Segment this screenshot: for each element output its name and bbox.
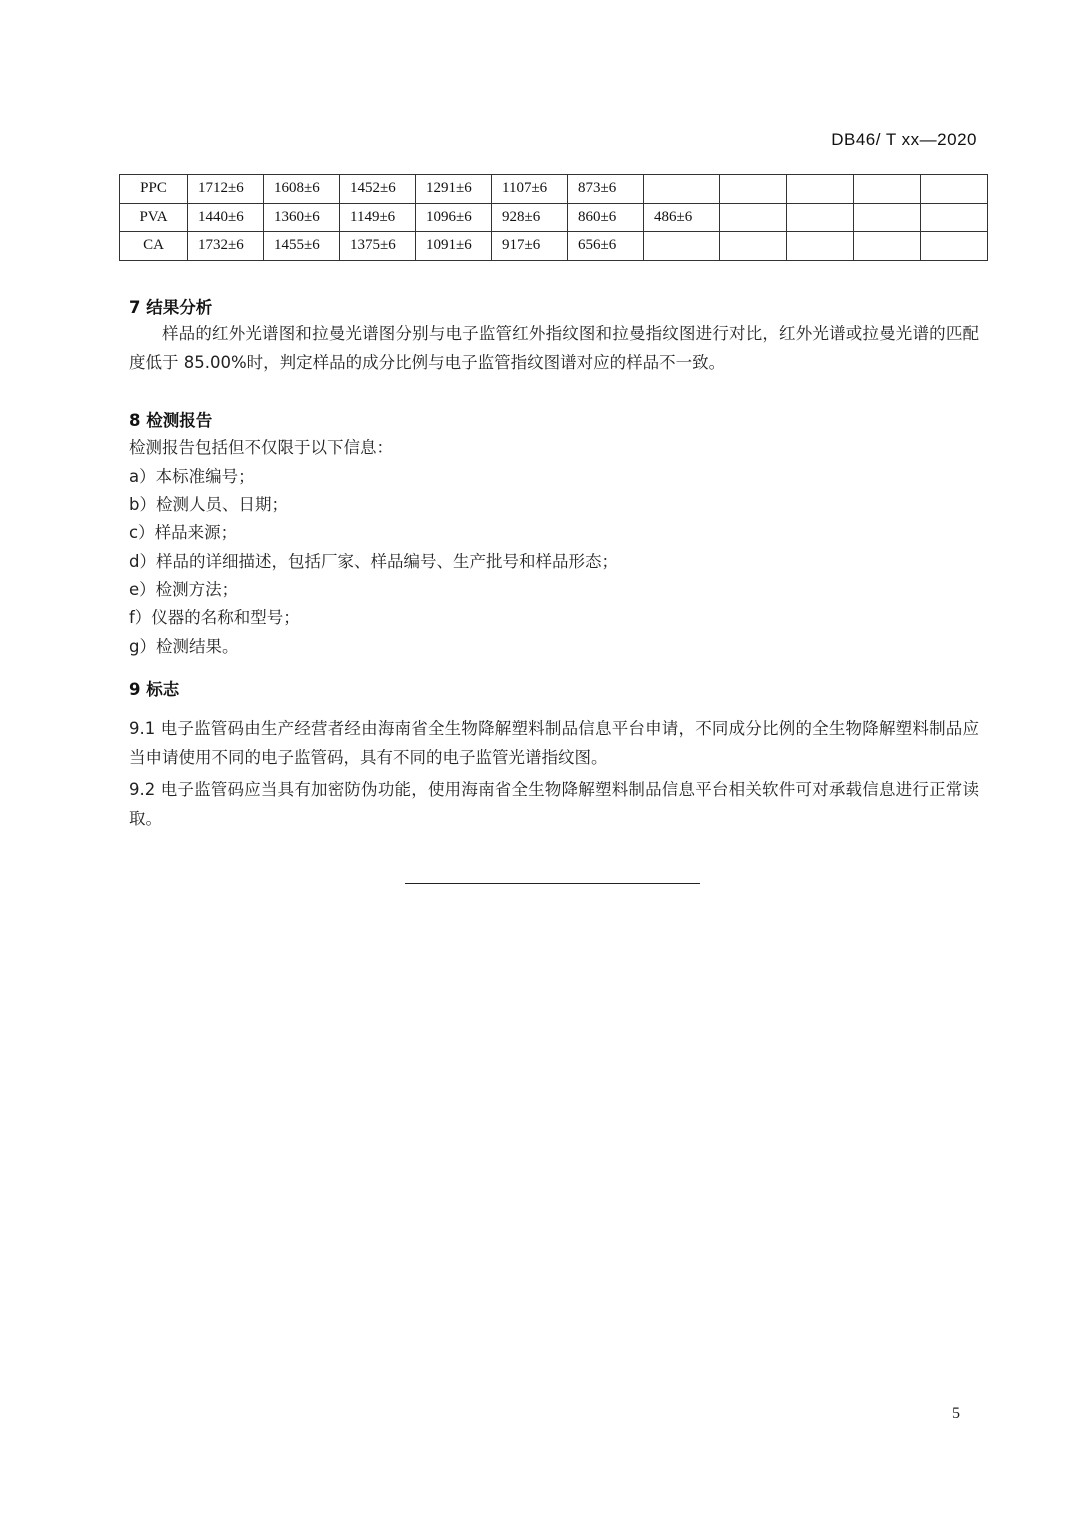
peak-cell — [921, 203, 988, 232]
table-row — [120, 203, 988, 232]
peak-cell: 860±6 — [568, 203, 644, 232]
peak-cell: 1091±6 — [416, 232, 492, 261]
peak-cell — [921, 175, 988, 204]
peak-cell — [854, 203, 921, 232]
peak-cell: 1291±6 — [416, 175, 492, 204]
peak-cell — [854, 232, 921, 261]
peak-cell: 873±6 — [568, 175, 644, 204]
peak-cell: 656±6 — [568, 232, 644, 261]
list-item: c）样品来源； — [129, 523, 238, 542]
peak-cell — [720, 232, 787, 261]
list-item: a）本标准编号； — [129, 467, 255, 486]
peak-cell: 1096±6 — [416, 203, 492, 232]
peak-cell — [787, 203, 854, 232]
list-item: f）仪器的名称和型号； — [129, 608, 300, 627]
section-7-body: 样品的红外光谱图和拉曼光谱图分别与电子监管红外指纹图和拉曼指纹图进行对比，红外光谱或拉曼光谱的匹配度低于 85.00%时，判定样品的成分比例与电子监管指纹图谱对应的样品不一致。 — [129, 324, 979, 372]
peak-cell: 1452±6 — [340, 175, 416, 204]
material-name-cell: PPC — [120, 175, 188, 204]
peak-cell: 1608±6 — [264, 175, 340, 204]
peak-cell — [787, 175, 854, 204]
peak-cell — [720, 175, 787, 204]
peak-cell: 1360±6 — [264, 203, 340, 232]
peak-cell — [921, 232, 988, 261]
list-item: g）检测结果。 — [129, 637, 239, 656]
peak-cell: 917±6 — [492, 232, 568, 261]
peak-cell: 1732±6 — [188, 232, 264, 261]
peak-cell: 486±6 — [644, 203, 720, 232]
peak-cell — [644, 232, 720, 261]
peak-cell: 1712±6 — [188, 175, 264, 204]
document-code: DB46/ T xx—2020 — [831, 130, 977, 149]
peak-cell: 1440±6 — [188, 203, 264, 232]
section-8-intro: 检测报告包括但不仅限于以下信息： — [129, 438, 393, 457]
page-number: 5 — [952, 1405, 960, 1422]
section-9-2: 9.2 电子监管码应当具有加密防伪功能，使用海南省全生物降解塑料制品信息平台相关软件可对承载信息进行正常读取。 — [129, 780, 979, 828]
table-row — [120, 232, 988, 261]
section-8-heading: 8 检测报告 — [129, 411, 213, 430]
peak-cell — [854, 175, 921, 204]
peak-cell — [644, 175, 720, 204]
section-9-heading: 9 标志 — [129, 680, 180, 699]
peak-cell: 1375±6 — [340, 232, 416, 261]
peak-cell: 1455±6 — [264, 232, 340, 261]
peak-cell: 1107±6 — [492, 175, 568, 204]
material-name-cell: PVA — [120, 203, 188, 232]
section-7-heading: 7 结果分析 — [129, 298, 213, 317]
spectrum-peak-table — [119, 174, 988, 261]
list-item: d）样品的详细描述，包括厂家、样品编号、生产批号和样品形态； — [129, 552, 618, 571]
list-item: e）检测方法； — [129, 580, 239, 599]
list-item: b）检测人员、日期； — [129, 495, 288, 514]
peak-cell: 928±6 — [492, 203, 568, 232]
peak-cell — [720, 203, 787, 232]
section-9-1: 9.1 电子监管码由生产经营者经由海南省全生物降解塑料制品信息平台申请，不同成分比例的全生物降解塑料制品应当申请使用不同的电子监管码，具有不同的电子监管光谱指纹图。 — [129, 719, 979, 767]
end-rule — [405, 883, 700, 884]
peak-cell: 1149±6 — [340, 203, 416, 232]
peak-cell — [787, 232, 854, 261]
table-row — [120, 175, 988, 204]
material-name-cell: CA — [120, 232, 188, 261]
